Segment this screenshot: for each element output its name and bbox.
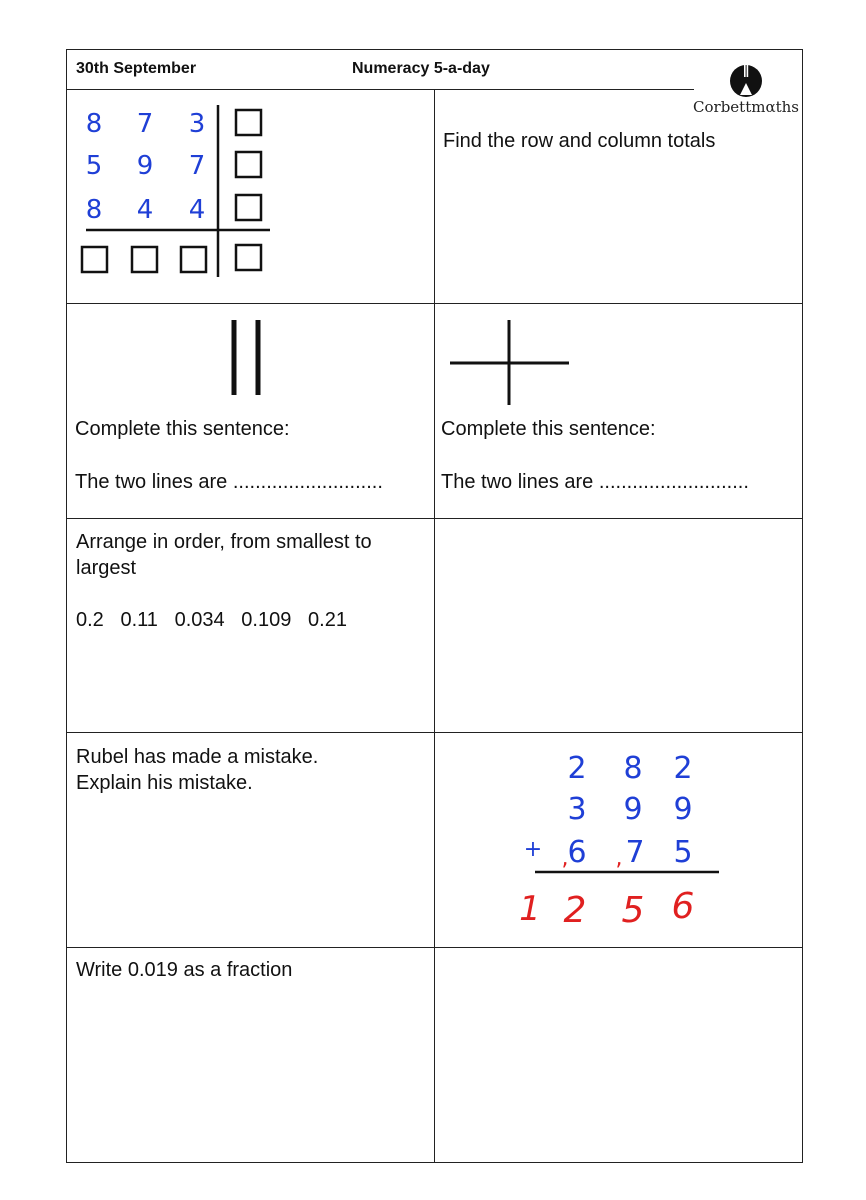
addend-digit: 6	[567, 835, 587, 870]
q4-line1: Rubel has made a mistake.	[76, 746, 319, 768]
column-total-box[interactable]	[181, 247, 206, 272]
addend-digit: 3	[567, 792, 587, 827]
row-divider-1	[66, 303, 803, 304]
addend-digit: 7	[625, 835, 645, 870]
parallel-lines-figure	[220, 315, 270, 400]
q2-right-sentence: The two lines are ...........................	[441, 471, 749, 493]
grid-cell: 7	[188, 151, 206, 181]
answer-digit: 2	[563, 890, 587, 931]
grid-cell: 4	[136, 195, 154, 225]
grid-cell: 9	[136, 151, 154, 181]
totals-grid	[70, 95, 280, 285]
carry-mark: ,	[615, 846, 623, 871]
perpendicular-lines-figure	[445, 315, 575, 410]
column-total-box[interactable]	[82, 247, 107, 272]
q3-numbers: 0.2 0.11 0.034 0.109 0.21	[76, 609, 347, 631]
header-date: 30th September	[76, 60, 197, 77]
row-divider-4	[66, 947, 803, 948]
row-total-box[interactable]	[236, 110, 261, 135]
corbettmaths-logo	[690, 62, 802, 122]
addend-digit: 9	[673, 792, 693, 827]
grid-cell: 8	[85, 109, 103, 139]
grid-cell: 7	[136, 109, 154, 139]
grand-total-box[interactable]	[236, 245, 261, 270]
answer-digit: 1	[519, 889, 541, 929]
q1-instruction: Find the row and column totals	[443, 130, 716, 152]
row-total-box[interactable]	[236, 152, 261, 177]
carry-mark: ,	[561, 846, 569, 871]
addend-digit: 2	[673, 751, 693, 786]
logo-text: Corbettmαths	[693, 98, 799, 116]
addend-digit: 9	[623, 792, 643, 827]
logo-icon	[726, 62, 766, 98]
plus-sign: +	[523, 837, 543, 862]
row-divider-3	[66, 732, 803, 733]
column-total-box[interactable]	[132, 247, 157, 272]
q3-instruction: Arrange in order, from smallest to largest	[76, 531, 372, 579]
addend-digit: 5	[673, 835, 693, 870]
answer-digit: 6	[671, 886, 695, 927]
header-divider	[66, 89, 694, 90]
grid-cell: 5	[85, 151, 103, 181]
row-total-box[interactable]	[236, 195, 261, 220]
grid-cell: 4	[188, 195, 206, 225]
grid-cell: 3	[188, 109, 206, 139]
q2-left-sentence: The two lines are ...........................	[75, 471, 383, 493]
addend-digit: 2	[567, 751, 587, 786]
q2-left-prompt: Complete this sentence:	[75, 418, 290, 440]
grid-cell: 8	[85, 195, 103, 225]
header-title: Numeracy 5-a-day	[352, 60, 490, 77]
answer-digit: 5	[621, 890, 645, 931]
addend-digit: 8	[623, 751, 643, 786]
row-divider-2	[66, 518, 803, 519]
q5-instruction: Write 0.019 as a fraction	[76, 959, 293, 981]
q4-line2: Explain his mistake.	[76, 772, 253, 794]
column-divider	[434, 89, 435, 1163]
column-addition	[515, 740, 730, 935]
q2-right-prompt: Complete this sentence:	[441, 418, 656, 440]
